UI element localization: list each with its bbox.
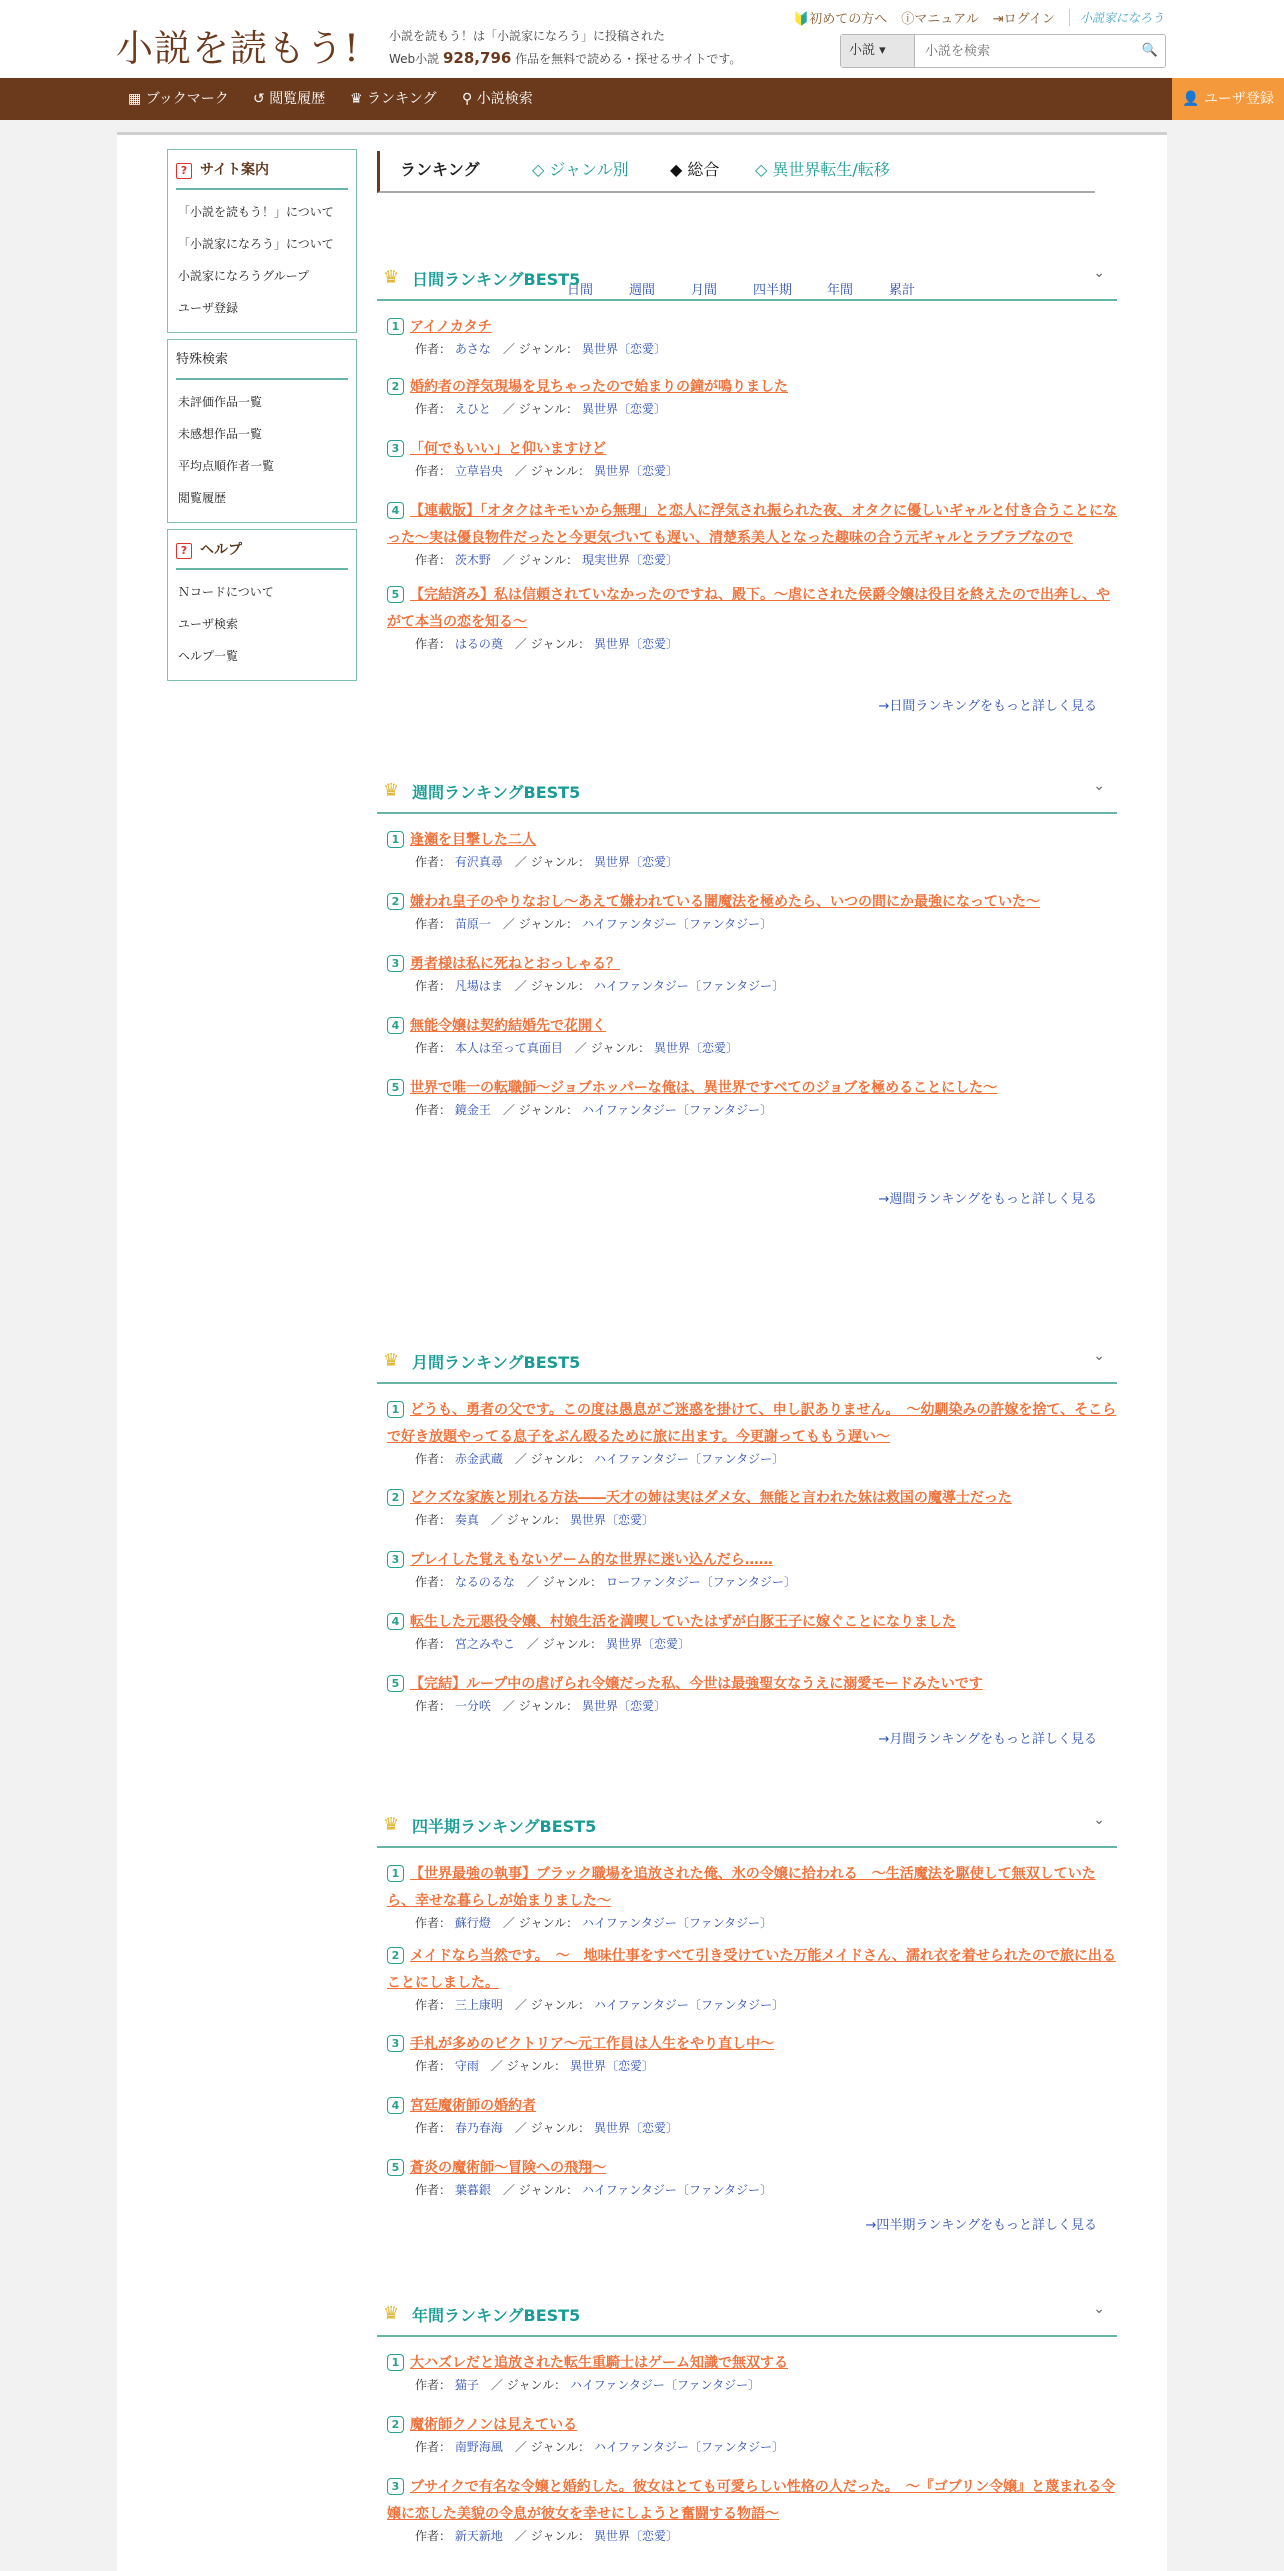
novel-meta [387, 1996, 1117, 2014]
genre-label: ／ ジャンル： [514, 855, 591, 869]
novel-title-link[interactable]: 手札が多めのビクトリア〜元工作員は人生をやり直し中〜 [410, 2036, 774, 2052]
chevron-down-icon[interactable]: ⌄ [1093, 265, 1105, 281]
author-label: 作者： [415, 1916, 452, 1930]
sidebar-site-guide [167, 149, 357, 333]
sidebar-item-help-list[interactable]: ヘルプ一覧 [178, 649, 239, 663]
rank-badge: 2 [387, 1947, 404, 1964]
novel-meta [387, 977, 1117, 995]
tab-total[interactable]: ◆ 総合 [670, 160, 720, 179]
ranking-entry [377, 2092, 1117, 2137]
author-link[interactable]: 宮之みやこ [454, 1637, 515, 1651]
main-content [117, 132, 1167, 2571]
author-link[interactable]: 守雨 [454, 2059, 479, 2073]
section-title: 四半期ランキングBEST5 [412, 1817, 597, 1836]
sidebar-special-search [167, 339, 357, 523]
ranking-entry [377, 2349, 1117, 2394]
novel-meta [387, 340, 1117, 358]
author-label: 作者： [415, 464, 452, 478]
narou-brand-link[interactable]: 小説家になろう [1069, 9, 1164, 26]
section-header[interactable] [377, 1802, 1117, 1848]
rank-badge: 3 [387, 2035, 404, 2052]
genre-label: ／ ジャンル： [514, 1452, 591, 1466]
author-link[interactable]: 奏真 [454, 1513, 479, 1527]
novel-title-link[interactable]: 【完結】ループ中の虐げられ令嬢だった私、今世は最強聖女なうえに溺愛モードみたいです [410, 1676, 983, 1692]
novel-meta [387, 1635, 1117, 1653]
ranking-entry [377, 1546, 1117, 1591]
beginner-icon: 🔰 [793, 12, 810, 27]
genre-label: ／ ジャンル： [502, 1916, 579, 1930]
novel-meta [387, 1697, 1117, 1715]
ranking-tabs [377, 151, 1095, 193]
user-icon: 👤 [1182, 91, 1200, 107]
novel-meta [387, 1573, 1117, 1591]
rank-badge: 1 [387, 318, 404, 335]
genre-label: ／ ジャンル： [514, 1998, 591, 2012]
novel-title-link[interactable]: 転生した元悪役令嬢、村娘生活を満喫していたはずが白豚王子に嫁ぐことになりました [410, 1614, 956, 1630]
novel-meta [387, 2181, 1117, 2199]
author-label: 作者： [415, 2529, 452, 2543]
genre-label: ／ ジャンル： [490, 1513, 567, 1527]
novel-title-link[interactable]: アイノカタチ [410, 319, 492, 335]
ranking-entry [377, 581, 1117, 653]
novel-meta [387, 2438, 1117, 2456]
novel-title-link[interactable]: 蒼炎の魔術師〜冒険への飛翔〜 [410, 2160, 606, 2176]
author-label: 作者： [415, 1513, 452, 1527]
crown-icon: ♛ [383, 780, 400, 801]
author-link[interactable]: あさな [454, 342, 491, 356]
rank-badge: 3 [387, 2478, 404, 2495]
genre-link[interactable]: 異世界〔恋愛〕 [581, 402, 666, 416]
novel-meta [387, 1914, 1117, 1932]
ranking-entry [377, 1670, 1117, 1715]
login-link[interactable]: ⇥ログイン [992, 12, 1055, 27]
author-link[interactable]: 赤金武蔵 [454, 1452, 503, 1466]
author-label: 作者： [415, 1637, 452, 1651]
sidebar-item-user-search[interactable]: ユーザ検索 [178, 617, 239, 631]
tagline-suffix: 作品を無料で読める・探せるサイトです。 [515, 52, 742, 66]
novel-title-link[interactable]: 「何でもいい」と仰いますけど [410, 441, 606, 457]
novel-title-link[interactable]: 逢瀬を目撃した二人 [410, 832, 536, 848]
period-monthly[interactable]: 月間 [691, 283, 718, 298]
novel-meta [387, 2057, 1117, 2075]
novel-title-link[interactable]: 【完結済み】私は信頼されていなかったのですね、殿下。～虐にされた侯爵令嬢は役目を終えたので出奔し、やがて本当の恋を知る～ [387, 587, 1110, 630]
ranking-entry [377, 2154, 1117, 2199]
novel-title-link[interactable]: 世界で唯一の転職師～ジョブホッパーな俺は、異世界ですべてのジョブを極めることにした～ [410, 1080, 998, 1096]
genre-label: ／ ジャンル： [514, 2440, 591, 2454]
author-label: 作者： [415, 2121, 452, 2135]
sidebar-item-user-register[interactable]: ユーザ登録 [178, 301, 239, 315]
novel-title-link[interactable]: 【連載版】「オタクはキモいから無理」と恋人に浮気され振られた夜、オタクに優しいギャルと付き合うことになった～実は優良物件だったと今更気づいても遅い、清楚系美人となった趣味の合う元ギャルとラブラブなので [387, 503, 1117, 546]
ranking-entry [377, 1860, 1117, 1932]
author-label: 作者： [415, 1998, 452, 2012]
rank-badge: 2 [387, 2416, 404, 2433]
rank-badge: 1 [387, 2354, 404, 2371]
genre-label: ／ ジャンル： [502, 402, 579, 416]
crown-icon: ♛ [350, 91, 363, 107]
genre-label: ／ ジャンル： [526, 1637, 603, 1651]
author-label: 作者： [415, 1452, 452, 1466]
crown-icon: ♛ [383, 1350, 400, 1371]
genre-link[interactable]: ハイファンタジー〔ファンタジー〕 [593, 979, 785, 993]
author-label: 作者： [415, 553, 452, 567]
sidebar-item-narou-group[interactable]: 小説家になろうグループ [178, 269, 310, 283]
ranking-tabs-title: ランキング [400, 160, 480, 179]
author-label: 作者： [415, 1103, 452, 1117]
search-box [840, 34, 1166, 68]
history-icon: ↺ [253, 91, 265, 107]
sidebar-item-ncode[interactable]: Ｎコードについて [178, 585, 274, 599]
ranking-section-yearly [377, 2291, 1117, 2543]
ranking-section-monthly [377, 1338, 1117, 1747]
rank-badge: 2 [387, 378, 404, 395]
author-label: 作者： [415, 2059, 452, 2073]
nav-history[interactable]: ↺ 閲覧履歴 [253, 91, 326, 107]
nav-bookmark[interactable]: ▦ ブックマーク [128, 91, 229, 107]
genre-link[interactable]: 異世界〔恋愛〕 [593, 855, 678, 869]
help-heading: ? ヘルプ [176, 530, 348, 570]
ranking-section-quarterly [377, 1802, 1117, 2233]
site-guide-heading: ? サイト案内 [176, 150, 348, 190]
genre-label: ／ ジャンル： [502, 1699, 579, 1713]
grid-icon: ▦ [128, 91, 142, 107]
more-ranking-link[interactable]: →日間ランキングをもっと詳しく見る [878, 699, 1097, 714]
author-label: 作者： [415, 1699, 452, 1713]
novel-title-link[interactable]: 婚約者の浮気現場を見ちゃったので始まりの鐘が鳴りました [410, 379, 788, 395]
sidebar-item-about-yomou[interactable]: 「小説を読もう！」について [178, 205, 334, 219]
register-button[interactable]: 👤 ユーザ登録 [1172, 78, 1284, 120]
main-nav [0, 78, 1284, 120]
work-count: 928,796 [443, 49, 512, 67]
author-link[interactable]: 苗原一 [454, 917, 491, 931]
author-link[interactable]: 本人は至って真面目 [454, 1041, 563, 1055]
author-link[interactable]: 凡場はま [454, 979, 503, 993]
author-label: 作者： [415, 1041, 452, 1055]
genre-link[interactable]: ハイファンタジー〔ファンタジー〕 [581, 1916, 773, 1930]
ranking-section-daily [377, 255, 1117, 714]
genre-label: ／ ジャンル： [502, 2183, 579, 2197]
genre-link[interactable]: 異世界〔恋愛〕 [605, 1637, 690, 1651]
special-search-heading: 特殊検索 [176, 340, 348, 380]
more-ranking-link[interactable]: →月間ランキングをもっと詳しく見る [878, 1732, 1097, 1747]
genre-link[interactable]: ハイファンタジー〔ファンタジー〕 [581, 1103, 773, 1117]
genre-link[interactable]: ハイファンタジー〔ファンタジー〕 [593, 2440, 785, 2454]
genre-link[interactable]: 異世界〔恋愛〕 [569, 2059, 654, 2073]
author-label: 作者： [415, 2378, 452, 2392]
author-link[interactable]: 春乃春海 [454, 2121, 503, 2135]
genre-label: ／ ジャンル： [502, 342, 579, 356]
question-icon: ? [176, 543, 192, 559]
site-tagline [389, 25, 741, 70]
ranking-entry [377, 1074, 1117, 1119]
rank-badge: 1 [387, 1865, 404, 1882]
nav-search[interactable]: ⚲ 小説検索 [462, 91, 533, 107]
novel-title-link[interactable]: ブサイクで有名な令嬢と婚約した。彼女はとても可愛らしい性格の人だった。 ～『ゴブリン令嬢』と蔑まれる令嬢に恋した美貌の令息が彼女を幸せにしようと奮闘する物語～ [387, 2479, 1116, 2522]
crown-icon: ♛ [383, 2303, 400, 2324]
author-link[interactable]: はるの奠 [454, 637, 503, 651]
genre-link[interactable]: 現実世界〔恋愛〕 [581, 553, 678, 567]
section-title: 日間ランキングBEST5 [412, 270, 581, 289]
ranking-entry [377, 1942, 1117, 2014]
novel-meta [387, 1511, 1117, 1529]
tagline-line-2 [389, 47, 741, 70]
author-link[interactable]: 茨木野 [454, 553, 491, 567]
author-link[interactable]: 立草岩央 [454, 464, 503, 478]
author-link[interactable]: 鏡金王 [454, 1103, 491, 1117]
novel-title-link[interactable]: どクズな家族と別れる方法――天才の姉は実はダメ女、無能と言われた妹は救国の魔導士だった [410, 1490, 1012, 1506]
novel-meta [387, 2527, 1117, 2545]
novel-meta [387, 1039, 1117, 1057]
section-title: 年間ランキングBEST5 [412, 2306, 581, 2325]
genre-link[interactable]: ローファンタジー〔ファンタジー〕 [605, 1575, 796, 1589]
rank-badge: 5 [387, 1079, 404, 1096]
section-title: 週間ランキングBEST5 [412, 783, 581, 802]
rank-badge: 4 [387, 2097, 404, 2114]
genre-label: ／ ジャンル： [574, 1041, 651, 1055]
novel-title-link[interactable]: 勇者様は私に死ねとおっしゃる？ [410, 956, 620, 972]
novel-meta [387, 853, 1117, 871]
chevron-down-icon[interactable]: ⌄ [1093, 1348, 1105, 1364]
site-logo[interactable]: 小説を読もう! [116, 27, 360, 70]
author-link[interactable]: 有沢真尋 [454, 855, 503, 869]
author-link[interactable]: 三上康明 [454, 1998, 503, 2012]
genre-link[interactable]: 異世界〔恋愛〕 [569, 1513, 654, 1527]
ranking-entry [377, 2473, 1117, 2545]
rank-badge: 3 [387, 955, 404, 972]
rank-badge: 4 [387, 502, 404, 519]
author-link[interactable]: えひと [454, 402, 491, 416]
top-links [793, 8, 1164, 27]
nav-ranking[interactable]: ♛ ランキング [350, 91, 437, 107]
section-header[interactable] [377, 1338, 1117, 1384]
period-total[interactable]: 累計 [889, 283, 916, 298]
author-label: 作者： [415, 855, 452, 869]
chevron-down-icon[interactable]: ⌄ [1093, 778, 1105, 794]
search-icon: ⚲ [462, 91, 473, 107]
novel-title-link[interactable]: 嫌われ皇子のやりなおし～あえて嫌われている闇魔法を極めたら、いつの間にか最強になっていた～ [410, 894, 1040, 910]
genre-link[interactable]: ハイファンタジー〔ファンタジー〕 [581, 917, 773, 931]
ranking-entry [377, 1396, 1117, 1468]
section-title: 月間ランキングBEST5 [412, 1353, 581, 1372]
genre-link[interactable]: 異世界〔恋愛〕 [593, 464, 678, 478]
crown-icon: ♛ [383, 267, 400, 288]
more-ranking-link[interactable]: →週間ランキングをもっと詳しく見る [878, 1192, 1097, 1207]
author-label: 作者： [415, 979, 452, 993]
genre-link[interactable]: 異世界〔恋愛〕 [653, 1041, 738, 1055]
author-label: 作者： [415, 637, 452, 651]
author-link[interactable]: 一分咲 [454, 1699, 491, 1713]
author-link[interactable]: 新天新地 [454, 2529, 503, 2543]
sidebar-item-history[interactable]: 閲覧履歴 [178, 491, 227, 505]
section-header[interactable] [377, 2291, 1117, 2337]
rank-badge: 2 [387, 893, 404, 910]
rank-badge: 5 [387, 586, 404, 603]
rank-badge: 1 [387, 831, 404, 848]
ranking-entry [377, 2411, 1117, 2456]
rank-badge: 2 [387, 1489, 404, 1506]
genre-link[interactable]: 異世界〔恋愛〕 [581, 342, 666, 356]
sidebar-item-unrated[interactable]: 未評価作品一覧 [178, 395, 263, 409]
ranking-entry [377, 888, 1117, 933]
novel-title-link[interactable]: プレイした覚えもないゲーム的な世界に迷い込んだら…… [410, 1552, 773, 1568]
author-label: 作者： [415, 342, 452, 356]
author-link[interactable]: 南野海風 [454, 2440, 503, 2454]
author-link[interactable]: 蘇行燈 [454, 1916, 491, 1930]
crown-icon: ♛ [383, 1814, 400, 1835]
tagline-prefix: Web小説 [389, 52, 440, 66]
rank-badge: 3 [387, 1551, 404, 1568]
genre-link[interactable]: ハイファンタジー〔ファンタジー〕 [569, 2378, 761, 2392]
rank-badge: 5 [387, 2159, 404, 2176]
genre-link[interactable]: ハイファンタジー〔ファンタジー〕 [581, 2183, 773, 2197]
period-daily[interactable]: 日間 [567, 283, 594, 298]
genre-label: ／ ジャンル： [514, 637, 591, 651]
novel-title-link[interactable]: メイドなら当然です。 ～ 地味仕事をすべて引き受けていた万能メイドさん、濡れ衣を着せられたので旅に出ることにしました。 [387, 1948, 1116, 1991]
genre-label: ／ ジャンル： [514, 979, 591, 993]
ranking-entry [377, 1608, 1117, 1653]
novel-title-link[interactable]: 魔術師クノンは見えている [410, 2417, 578, 2433]
author-label: 作者： [415, 402, 452, 416]
sidebar-item-about-narou[interactable]: 「小説家になろう」について [178, 237, 334, 251]
site-header [0, 0, 1284, 78]
novel-meta [387, 1450, 1117, 1468]
section-header[interactable] [377, 255, 1117, 301]
novel-meta [387, 462, 1117, 480]
novel-title-link[interactable]: どうも、勇者の父です。この度は愚息がご迷惑を掛けて、申し訳ありません。 ～幼馴染みの許嫁を捨て、そこらで好き放題やってる息子をぶん殴るために旅に出ます。今更謝ってももう遅い～ [387, 1402, 1117, 1445]
author-label: 作者： [415, 2440, 452, 2454]
genre-label: ／ ジャンル： [502, 1103, 579, 1117]
author-link[interactable]: 葉暮銀 [454, 2183, 491, 2197]
rank-badge: 4 [387, 1613, 404, 1630]
rank-badge: 4 [387, 1017, 404, 1034]
login-icon: ⇥ [992, 12, 1004, 27]
sidebar-item-avg-authors[interactable]: 平均点順作者一覧 [178, 459, 275, 473]
help-circle-icon: ⓘ [901, 12, 915, 27]
genre-label: ／ ジャンル： [514, 2529, 591, 2543]
genre-label: ／ ジャンル： [526, 1575, 603, 1589]
novel-meta [387, 400, 1117, 418]
rank-badge: 1 [387, 1401, 404, 1418]
novel-title-link[interactable]: 大ハズレだと追放された転生重騎士はゲーム知識で無双する [410, 2355, 788, 2371]
sidebar-help [167, 529, 357, 681]
ranking-entry [377, 497, 1117, 569]
author-link[interactable]: なるのるな [454, 1575, 515, 1589]
section-header[interactable] [377, 768, 1117, 814]
more-ranking-link[interactable]: →四半期ランキングをもっと詳しく見る [865, 2218, 1097, 2233]
sidebar-item-no-review[interactable]: 未感想作品一覧 [178, 427, 263, 441]
genre-label: ／ ジャンル： [502, 553, 579, 567]
novel-title-link[interactable]: 無能令嬢は契約結婚先で花開く [410, 1018, 606, 1034]
ranking-entry [377, 373, 1117, 418]
chevron-down-icon[interactable]: ⌄ [1093, 1812, 1105, 1828]
genre-link[interactable]: ハイファンタジー〔ファンタジー〕 [593, 1452, 785, 1466]
genre-label: ／ ジャンル： [490, 2378, 567, 2392]
tab-isekai[interactable]: ◇ 異世界転生/転移 [755, 160, 890, 179]
genre-label: ／ ジャンル： [502, 917, 579, 931]
genre-link[interactable]: 異世界〔恋愛〕 [593, 637, 678, 651]
rank-badge: 5 [387, 1675, 404, 1692]
ranking-entry [377, 1012, 1117, 1057]
ranking-section-weekly [377, 768, 1117, 1207]
genre-label: ／ ジャンル： [490, 2059, 567, 2073]
genre-label: ／ ジャンル： [514, 2121, 591, 2135]
novel-meta [387, 2376, 1117, 2394]
period-quarterly[interactable]: 四半期 [753, 283, 793, 298]
genre-link[interactable]: ハイファンタジー〔ファンタジー〕 [593, 1998, 785, 2012]
ranking-entry [377, 313, 1117, 358]
ranking-entry [377, 435, 1117, 480]
question-icon: ? [176, 163, 192, 179]
chevron-down-icon[interactable]: ⌄ [1093, 2301, 1105, 2317]
novel-meta [387, 915, 1117, 933]
ranking-entry [377, 826, 1117, 871]
novel-meta [387, 1101, 1117, 1119]
author-link[interactable]: 猫子 [454, 2378, 479, 2392]
search-icon[interactable]: 🔍 [1141, 43, 1159, 58]
manual-link[interactable]: ⓘマニュアル [901, 12, 979, 27]
novel-title-link[interactable]: 宮廷魔術師の婚約者 [410, 2098, 536, 2114]
author-label: 作者： [415, 2183, 452, 2197]
ranking-entry [377, 1484, 1117, 1529]
genre-link[interactable]: 異世界〔恋愛〕 [593, 2121, 678, 2135]
tagline-line-1: 小説を読もう！は「小説家になろう」に投稿された [389, 29, 666, 43]
genre-link[interactable]: 異世界〔恋愛〕 [581, 1699, 666, 1713]
novel-title-link[interactable]: 【世界最強の執事】ブラック職場を追放された俺、氷の令嬢に拾われる ～生活魔法を駆使して無双していたら、幸せな暮らしが始まりました～ [387, 1866, 1096, 1909]
author-label: 作者： [415, 917, 452, 931]
genre-link[interactable]: 異世界〔恋愛〕 [593, 2529, 678, 2543]
author-label: 作者： [415, 1575, 452, 1589]
genre-label: ／ ジャンル： [514, 464, 591, 478]
rank-badge: 3 [387, 440, 404, 457]
ranking-entry [377, 2030, 1117, 2075]
search-input[interactable] [915, 35, 1135, 67]
novel-meta [387, 2119, 1117, 2137]
novel-meta [387, 551, 1117, 569]
search-type-select[interactable]: 小説 ▾ [841, 35, 915, 67]
first-time-link[interactable]: 🔰初めての方へ [793, 12, 888, 27]
novel-meta [387, 635, 1117, 653]
period-yearly[interactable]: 年間 [827, 283, 854, 298]
tab-genre[interactable]: ◇ ジャンル別 [532, 160, 629, 179]
period-weekly[interactable]: 週間 [629, 283, 656, 298]
ranking-entry [377, 950, 1117, 995]
